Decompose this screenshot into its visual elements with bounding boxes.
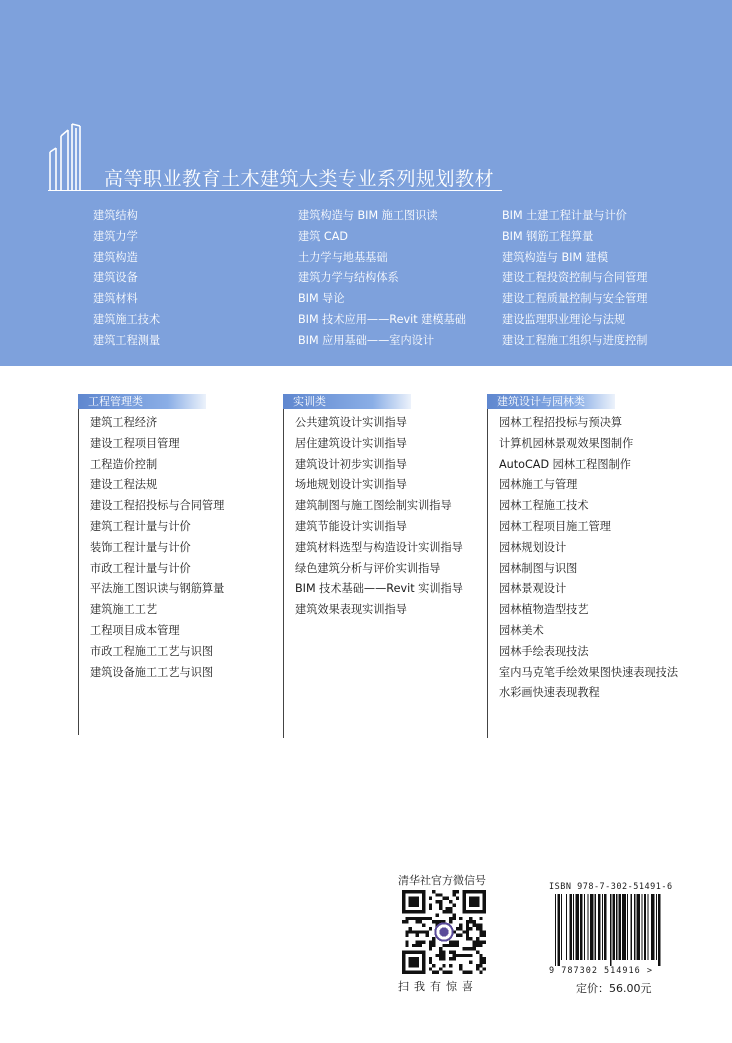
- category-management: [78, 394, 224, 735]
- series-item: 建筑构造: [93, 250, 138, 264]
- book-title: 建设工程项目管理: [90, 436, 180, 450]
- series-item: BIM 技术应用——Revit 建模基础: [298, 312, 466, 326]
- book-title: 公共建筑设计实训指导: [295, 416, 407, 429]
- series-item: 建筑设备: [93, 271, 138, 285]
- series-item: 建筑力学: [93, 229, 138, 243]
- category-header: 实训类: [283, 394, 411, 409]
- qr-code-icon[interactable]: [402, 890, 486, 974]
- price: 定价：56.00元: [576, 982, 652, 995]
- series-item: BIM 应用基础——室内设计: [298, 333, 435, 347]
- book-title: 工程造价控制: [90, 457, 158, 471]
- book-title: 市政工程计量与计价: [90, 561, 191, 575]
- book-title: AutoCAD 园林工程图制作: [499, 457, 631, 471]
- series-item: 建筑 CAD: [298, 229, 349, 243]
- book-title: 建筑工程经济: [90, 416, 158, 429]
- barcode-digits: 9 787302 514916 >: [549, 966, 653, 976]
- book-title: 市政工程施工工艺与识图: [90, 644, 214, 658]
- series-title: 高等职业教育土木建筑大类专业系列规划教材: [104, 168, 495, 190]
- book-title: 园林手绘表现技法: [499, 644, 589, 658]
- book-title: 建筑节能设计实训指导: [295, 519, 407, 533]
- book-title: 绿色建筑分析与评价实训指导: [295, 561, 441, 575]
- book-title: BIM 技术基础——Revit 实训指导: [295, 582, 463, 596]
- series-item: 建设工程施工组织与进度控制: [502, 333, 648, 347]
- book-title: 建筑设备施工工艺与识图: [90, 665, 214, 679]
- isbn-text: ISBN 978-7-302-51491-6: [549, 882, 673, 892]
- book-title: 建筑施工工艺: [90, 603, 158, 617]
- series-item: 建设监理职业理论与法规: [502, 312, 626, 326]
- series-item: 建筑构造与 BIM 施工图识读: [298, 209, 438, 222]
- category-header: 工程管理类: [78, 394, 206, 409]
- building-logo-icon: [48, 122, 88, 192]
- book-title: 园林工程招投标与预决算: [499, 416, 623, 429]
- book-title: 园林美术: [499, 623, 544, 637]
- category-book-list: [78, 409, 224, 735]
- book-title: 工程项目成本管理: [90, 623, 180, 637]
- series-column-3: [502, 206, 647, 352]
- series-column-2: [298, 206, 466, 352]
- category-book-list: [283, 409, 463, 738]
- book-title: 建筑制图与施工图绘制实训指导: [295, 499, 452, 513]
- book-title: 平法施工图识读与钢筋算量: [90, 582, 225, 596]
- series-item: 建筑构造与 BIM 建模: [502, 250, 609, 264]
- series-item: BIM 钢筋工程算量: [502, 229, 594, 243]
- series-item: 建设工程质量控制与安全管理: [502, 292, 648, 306]
- category-book-list: [487, 409, 678, 738]
- book-title: 室内马克笔手绘效果图快速表现技法: [499, 665, 679, 679]
- book-title: 建筑效果表现实训指导: [295, 603, 407, 617]
- book-title: 居住建筑设计实训指导: [295, 436, 407, 450]
- book-title: 园林施工与管理: [499, 478, 578, 492]
- book-title: 装饰工程计量与计价: [90, 540, 191, 554]
- scan-prompt: 扫我有惊喜: [398, 980, 478, 993]
- category-design: [487, 394, 678, 738]
- series-item: BIM 导论: [298, 292, 345, 306]
- book-title: 场地规划设计实训指导: [295, 478, 407, 492]
- title-underline: [48, 190, 502, 191]
- book-title: 建设工程招投标与合同管理: [90, 499, 225, 513]
- series-item: BIM 土建工程计量与计价: [502, 209, 627, 222]
- book-title: 建筑设计初步实训指导: [295, 457, 407, 471]
- book-title: 园林制图与识图: [499, 561, 578, 575]
- book-title: 园林景观设计: [499, 582, 567, 596]
- series-item: 建筑材料: [93, 292, 138, 306]
- series-item: 建筑施工技术: [93, 312, 161, 326]
- category-training: [283, 394, 463, 738]
- category-header: 建筑设计与园林类: [487, 394, 615, 409]
- book-title: 计算机园林景观效果图制作: [499, 436, 634, 450]
- book-title: 建设工程法规: [90, 478, 158, 492]
- book-title: 水彩画快速表现教程: [499, 686, 600, 700]
- book-title: 建筑材料选型与构造设计实训指导: [295, 540, 463, 554]
- series-item: 土力学与地基基础: [298, 250, 388, 264]
- book-title: 园林规划设计: [499, 540, 567, 554]
- series-item: 建筑结构: [93, 209, 138, 222]
- book-title: 园林工程项目施工管理: [499, 519, 611, 533]
- series-column-1: [93, 206, 160, 352]
- qr-label: 清华社官方微信号: [398, 874, 486, 887]
- series-item: 建筑力学与结构体系: [298, 271, 399, 285]
- book-title: 园林植物造型技艺: [499, 603, 589, 617]
- barcode-icon: [549, 894, 711, 966]
- book-title: 园林工程施工技术: [499, 499, 589, 513]
- book-title: 建筑工程计量与计价: [90, 519, 191, 533]
- series-item: 建设工程投资控制与合同管理: [502, 271, 648, 285]
- series-item: 建筑工程测量: [93, 333, 161, 347]
